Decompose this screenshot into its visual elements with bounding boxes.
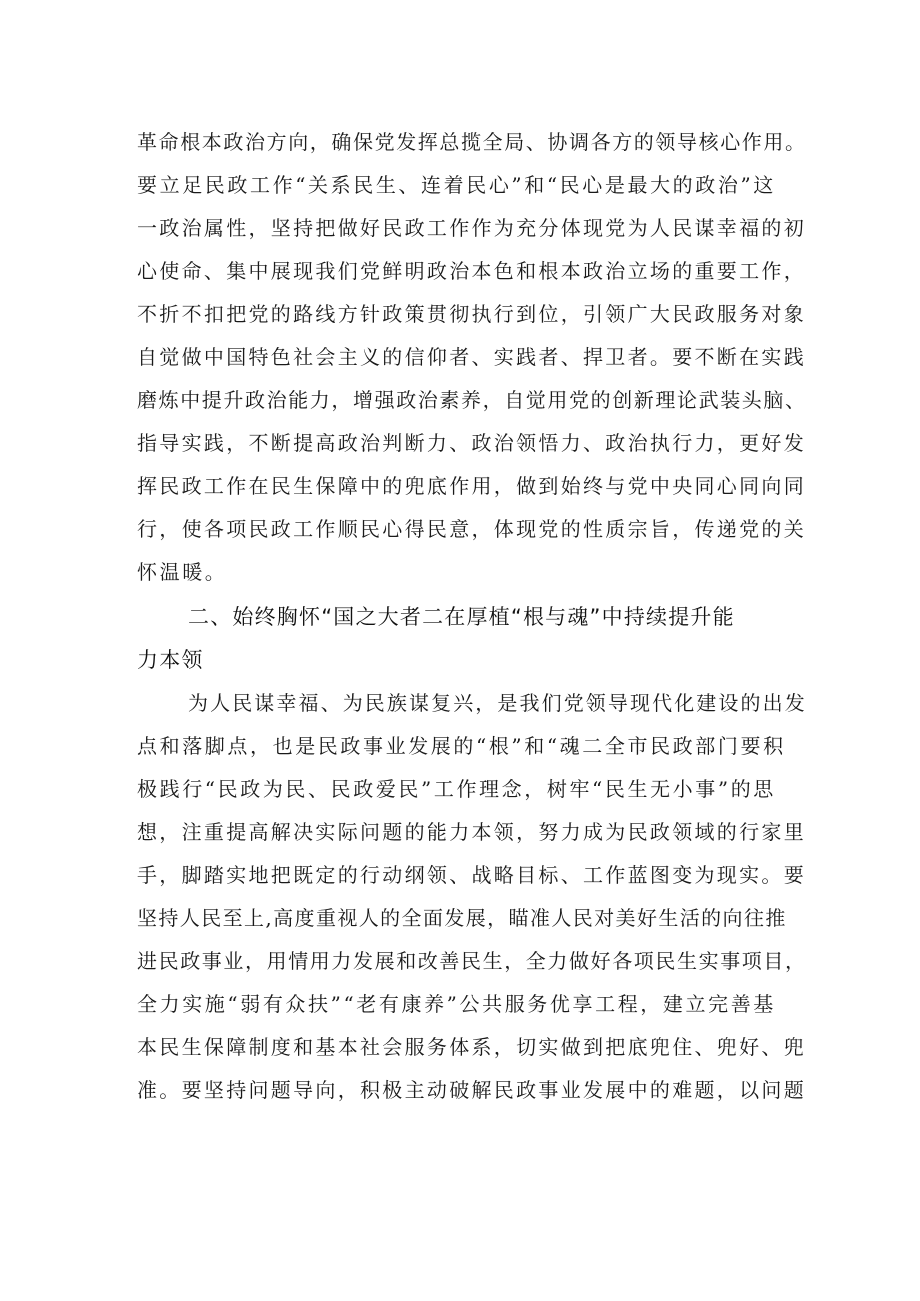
text-line: 坚持人民至上,高度重视人的全面发展，瞄准人民对美好生活的向往推 <box>137 906 787 930</box>
text-line: 本民生保障制度和基本社会服务体系，切实做到把底兜住、兜好、兜 <box>137 1035 806 1059</box>
text-line: 挥民政工作在民生保障中的兜底作用，做到始终与党中央同心同向同 <box>137 474 806 498</box>
text-line: 指导实践，不断提高政治判断力、政治领悟力、政治执行力，更好发 <box>137 431 806 455</box>
text-line: 准。要坚持问题导向，积极主动破解民政事业发展中的难题，以问题 <box>137 1078 806 1102</box>
text-line: 不折不扣把党的路线方针政策贯彻执行到位，引领广大民政服务对象 <box>137 302 806 326</box>
text-line: 心使命、集中展现我们党鲜明政治本色和根本政治立场的重要工作， <box>137 259 806 283</box>
text-line: 进民政事业，用情用力发展和改善民生，全力做好各项民生实事项目， <box>137 949 807 973</box>
text-line: 点和落脚点，也是民政事业发展的“根”和“魂二全市民政部门要积 <box>137 734 786 758</box>
text-line: 为人民谋幸福、为民族谋复兴，是我们党领导现代化建设的出发 <box>188 691 807 715</box>
text-line: 磨炼中提升政治能力，增强政治素养，自觉用党的创新理论武装头脑、 <box>137 388 807 412</box>
text-line: 想，注重提高解决实际问题的能力本领，努力成为民政领域的行家里 <box>137 820 806 844</box>
text-line: 手，脚踏实地把既定的行动纲领、战略目标、工作蓝图变为现实。要 <box>137 863 806 887</box>
heading-line: 力本领 <box>137 648 204 672</box>
text-line: 怀温暖。 <box>137 560 228 584</box>
text-line: 要立足民政工作“关系民生、连着民心”和“民心是最大的政治”这 <box>137 173 776 197</box>
text-line: 全力实施“弱有众扶”“老有康养”公共服务优享工程，建立完善基 <box>137 992 776 1016</box>
text-line: 一政治属性，坚持把做好民政工作作为充分体现党为人民谋幸福的初 <box>137 216 806 240</box>
text-line: 自觉做中国特色社会主义的信仰者、实践者、捍卫者。要不断在实践 <box>137 345 806 369</box>
heading-line: 二、始终胸怀“国之大者二在厚植“根与魂”中持续提升能 <box>188 605 735 629</box>
text-line: 革命根本政治方向，确保党发挥总揽全局、协调各方的领导核心作用。 <box>137 130 807 154</box>
text-line: 极践行“民政为民、民政爱民”工作理念，树牢“民生无小事”的思 <box>137 777 776 801</box>
text-line: 行，使各项民政工作顺民心得民意，体现党的性质宗旨，传递党的关 <box>137 517 806 541</box>
